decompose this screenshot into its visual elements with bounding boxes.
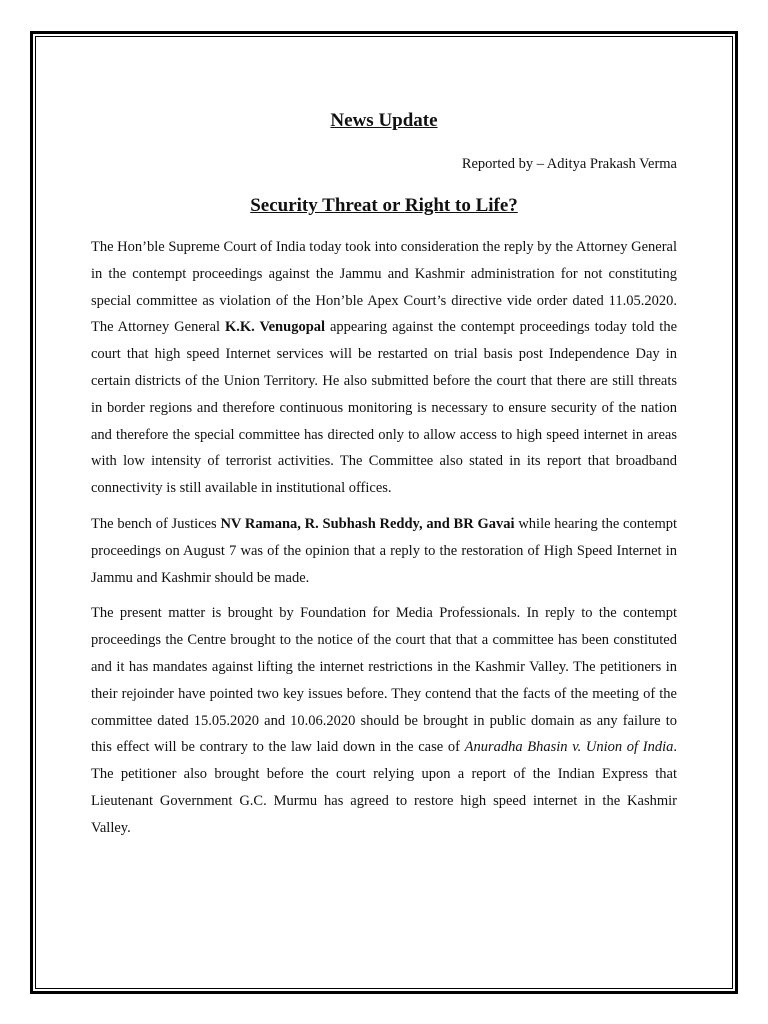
attorney-general-name: K.K. Venugopal xyxy=(225,319,326,336)
page-title: News Update xyxy=(330,110,438,131)
paragraph-1-text-c: appearing against the contempt proceedings today told the court that high speed Internet services will be restarted on trial basis post Independence Day in certain districts of the Union Territory. He also submitted before the court that there are still threats in border regions and therefore continuous monitoring is necessary to ensure security of the nation and therefore the special committee has directed only to allow access to high speed internet in areas with low intensity of terrorist activities. The Committee also stated in its report that broadband connectivity is still available in institutional offices. xyxy=(91,319,678,497)
paragraph-1 xyxy=(91,234,677,502)
case-name: Anuradha Bhasin v. Union of India xyxy=(464,739,674,756)
byline: Reported by – Aditya Prakash Verma xyxy=(461,156,677,172)
paragraph-3-text-a: The present matter is brought by Foundation for Media Professionals. In reply to the contempt proceedings the Centre brought to the notice of the court that that a committee has been constituted and it has mandates against lifting the internet restrictions in the Kashmir Valley. The petitioners in their rejoinder have pointed two key issues before. They contend that the facts of the meeting of the committee dated 15.05.2020 and 10.06.2020 should be brought in public domain as any failure to this effect will be contrary to the law laid down in the case of xyxy=(91,605,677,756)
paragraph-1-text-a: The Hon’ble Supreme Court of India today took into consideration the reply by the Attorney General in the contempt proceedings against the Jammu and Kashmir administration for not constituting special committee as violation of the Hon’ble Apex Court’s directive vide order dated 11.05.2020. The Attorney General xyxy=(91,239,677,336)
paragraph-2-text-c: while hearing the contempt proceedings on August 7 was of the opinion that a reply to the restoration of High Speed Internet in Jammu and Kashmir should be made. xyxy=(91,515,678,586)
document-body xyxy=(91,107,677,842)
paragraph-3-text-c: . The petitioner also brought before the court relying upon a report of the Indian Express that Lieutenant Government G.C. Murmu has agreed to restore high speed internet in the Kashmir Valley. xyxy=(91,739,677,836)
paragraph-2 xyxy=(91,511,677,591)
paragraph-2-text-a: The bench of Justices xyxy=(91,515,221,532)
bench-justices-names: NV Ramana, R. Subhash Reddy, and BR Gavai xyxy=(220,515,515,532)
article-headline: Security Threat or Right to Life? xyxy=(250,195,518,216)
paragraph-3 xyxy=(91,600,677,841)
